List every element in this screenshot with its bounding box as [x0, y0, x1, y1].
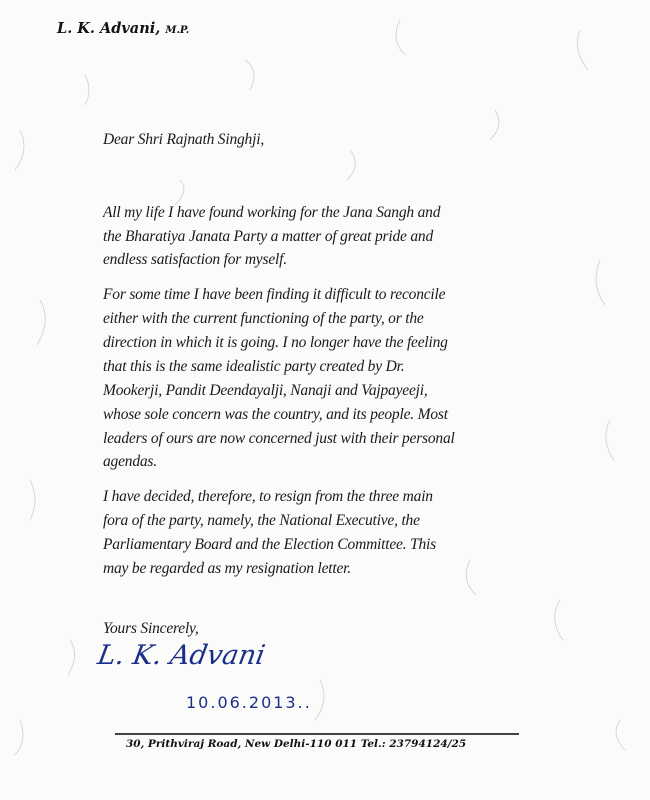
- paragraph-3-line: may be regarded as my resignation letter.: [103, 560, 351, 577]
- paragraph-2-line: that this is the same idealistic party created by Dr.: [103, 358, 405, 375]
- paragraph-2-line: agendas.: [103, 453, 157, 470]
- paragraph-1-line: All my life I have found working for the Jana Sangh and: [103, 204, 441, 221]
- paragraph-2-line: Mookerji, Pandit Deendayalji, Nanaji and Vajpayeeji,: [103, 382, 428, 399]
- paragraph-1-line: the Bharatiya Janata Party a matter of great pride and: [103, 228, 434, 245]
- paragraph-2-line: either with the current functioning of the party, or the: [103, 310, 424, 327]
- paragraph-2-line: whose sole concern was the country, and its people. Most: [103, 406, 448, 423]
- salutation: Dear Shri Rajnath Singhji,: [103, 131, 264, 148]
- paragraph-3-line: fora of the party, namely, the National Executive, the: [103, 512, 420, 529]
- paragraph-3-line: Parliamentary Board and the Election Committee. This: [103, 536, 436, 553]
- footer-address: 30, Prithviraj Road, New Delhi-110 011 Tel.: 23794124/25: [126, 738, 467, 750]
- footer-divider: [115, 733, 519, 735]
- handwritten-signature: L. K. Advani: [95, 640, 268, 671]
- paragraph-2-line: leaders of ours are now concerned just with their personal: [103, 430, 455, 447]
- paragraph-3-line: I have decided, therefore, to resign from the three main: [103, 488, 433, 505]
- handwritten-date: 10.06.2013..: [186, 693, 312, 712]
- closing: Yours Sincerely,: [103, 620, 199, 637]
- paragraph-1-line: endless satisfaction for myself.: [103, 251, 287, 268]
- paragraph-2-line: direction in which it is going. I no longer have the feeling: [103, 334, 448, 351]
- letterhead-suffix: M.P.: [165, 25, 190, 36]
- letterhead: [57, 20, 189, 37]
- paragraph-2-line: For some time I have been finding it difficult to reconcile: [103, 286, 446, 303]
- letterhead-name: L. K. Advani,: [57, 20, 161, 37]
